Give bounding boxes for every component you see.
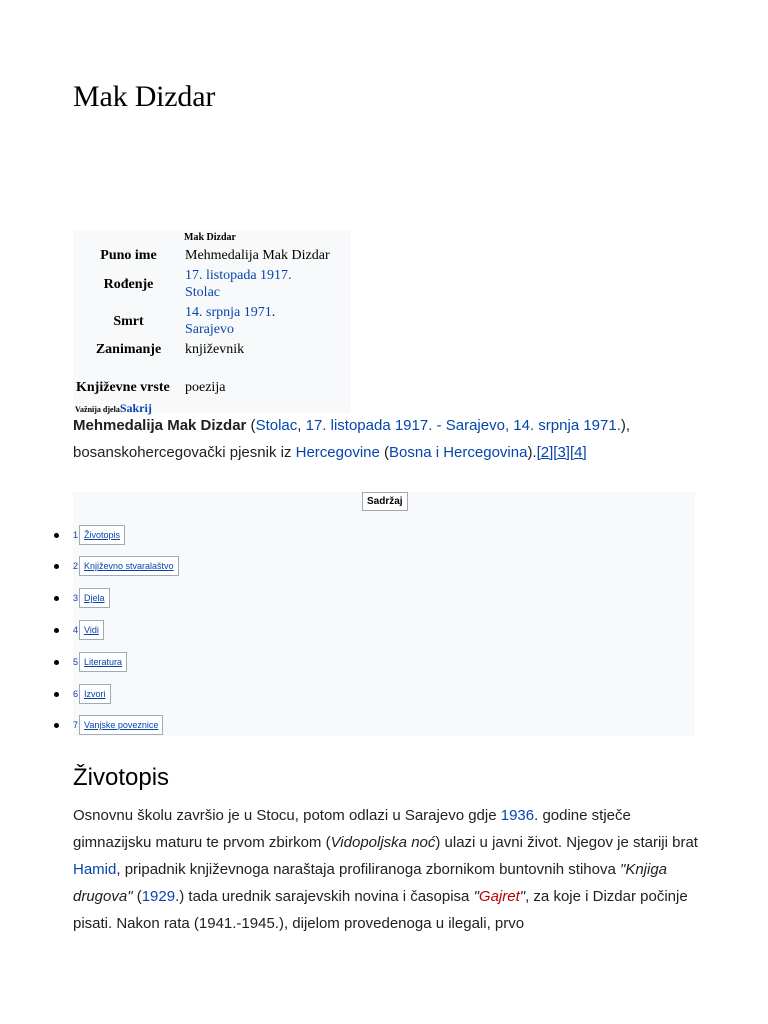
infobox-label: Puno ime <box>100 248 157 263</box>
section-paragraph <box>73 802 698 937</box>
infobox <box>73 230 351 413</box>
toc-title: Sadržaj <box>362 492 408 511</box>
text: " <box>519 888 526 905</box>
text: ( <box>246 417 256 434</box>
birth-date-link[interactable]: 17. listopada 1917. <box>305 417 433 434</box>
birth-place-link[interactable]: Stolac <box>185 285 220 300</box>
toc-number: 3 <box>73 593 79 603</box>
toc-number: 5 <box>73 657 79 667</box>
toc-number: 6 <box>73 689 79 699</box>
year-1936-link[interactable]: 1936 <box>500 807 535 824</box>
bullet-icon <box>54 628 59 633</box>
text: , pripadnik književnoga naraštaja profiliranoga zbornikom buntovnih stihova <box>116 861 620 878</box>
infobox-caption: Mak Dizdar <box>184 232 236 243</box>
bullet-icon <box>54 596 59 601</box>
work-title: "Knjiga drugova" <box>73 861 668 905</box>
birth-date-link[interactable]: 17. listopada 1917. <box>185 268 292 283</box>
section-heading: Životopis <box>73 764 170 791</box>
year-1929-link[interactable]: 1929 <box>141 888 176 905</box>
text: ( <box>132 888 142 905</box>
text: ). <box>527 444 537 461</box>
bullet-icon <box>54 533 59 538</box>
toc-link-vanjske-poveznice[interactable]: Vanjske poveznice <box>79 715 163 735</box>
text: . godine stječe gimnazijsku maturu te prvom zbirkom ( <box>73 807 631 851</box>
gajret-link[interactable]: Gajret <box>478 888 520 905</box>
death-place-link[interactable]: Sarajevo <box>185 322 234 337</box>
bullet-icon <box>54 660 59 665</box>
hercegovina-link[interactable]: Hercegovine <box>295 444 380 461</box>
infobox-genres-value: poezija <box>185 380 226 395</box>
infobox-label: Zanimanje <box>95 342 162 357</box>
text: ), <box>620 417 631 434</box>
bullet-icon <box>54 723 59 728</box>
reference-links[interactable]: [2][3][4] <box>536 444 587 461</box>
text: .) tada urednik sarajevskih novina i časopisa <box>175 888 474 905</box>
text: - <box>432 417 446 434</box>
toc-number: 2 <box>73 561 79 571</box>
text: " <box>473 888 479 905</box>
page-title: Mak Dizdar <box>73 80 216 113</box>
toc-number: 1 <box>73 530 79 540</box>
toc-link-literatura[interactable]: Literatura <box>79 652 127 672</box>
hamid-link[interactable]: Hamid <box>73 861 117 878</box>
hide-toggle[interactable]: Sakrij <box>119 401 152 415</box>
death-date-link[interactable]: 14. srpnja 1971 <box>185 305 272 320</box>
infobox-label: Smrt <box>113 314 144 329</box>
infobox-value: Mehmedalija Mak Dizdar <box>185 248 330 263</box>
text: ) ulazi u javni život. Njegov je stariji brat <box>435 834 698 851</box>
infobox-label: Rođenje <box>103 277 154 292</box>
stolac-link[interactable]: Stolac <box>255 417 298 434</box>
bullet-icon <box>54 692 59 697</box>
infobox-value <box>185 304 351 338</box>
toc-link-djela[interactable]: Djela <box>79 588 110 608</box>
infobox-genres-label: Književne vrste <box>76 380 170 395</box>
text: , za koje i Dizdar počinje pisati. Nakon rata (1941.-1945.), dijelom provedenoga u ilegali, prvo <box>73 888 688 932</box>
toc-link-zivotopis[interactable]: Životopis <box>79 525 125 545</box>
toc-link-izvori[interactable]: Izvori <box>79 684 111 704</box>
text: Osnovnu školu završio je u Stocu, potom odlazi u Sarajevo gdje <box>73 807 501 824</box>
intro-paragraph <box>73 412 693 466</box>
toc-link-vidi[interactable]: Vidi <box>79 620 104 640</box>
toc-number: 4 <box>73 625 79 635</box>
text: ( <box>379 444 390 461</box>
bih-link[interactable]: Bosna i Hercegovina <box>389 444 528 461</box>
toc-link-knjizevno-stvaralastvo[interactable]: Književno stvaralaštvo <box>79 556 179 576</box>
table-of-contents <box>73 492 695 736</box>
infobox-works-label: Važnija djela <box>75 405 120 414</box>
sarajevo-link[interactable]: Sarajevo <box>445 417 505 434</box>
text: bosanskohercegovački pjesnik iz <box>73 444 296 461</box>
infobox-value <box>185 267 351 301</box>
bullet-icon <box>54 564 59 569</box>
death-date-link[interactable]: 14. srpnja 1971. <box>513 417 621 434</box>
toc-number: 7 <box>73 720 79 730</box>
text: , <box>504 417 514 434</box>
subject-name: Mehmedalija Mak Dizdar <box>73 417 247 434</box>
infobox-value: književnik <box>185 342 245 357</box>
death-date-sep: . <box>271 305 276 320</box>
text: , <box>297 417 306 434</box>
work-title: Vidopoljska noć <box>330 834 436 851</box>
